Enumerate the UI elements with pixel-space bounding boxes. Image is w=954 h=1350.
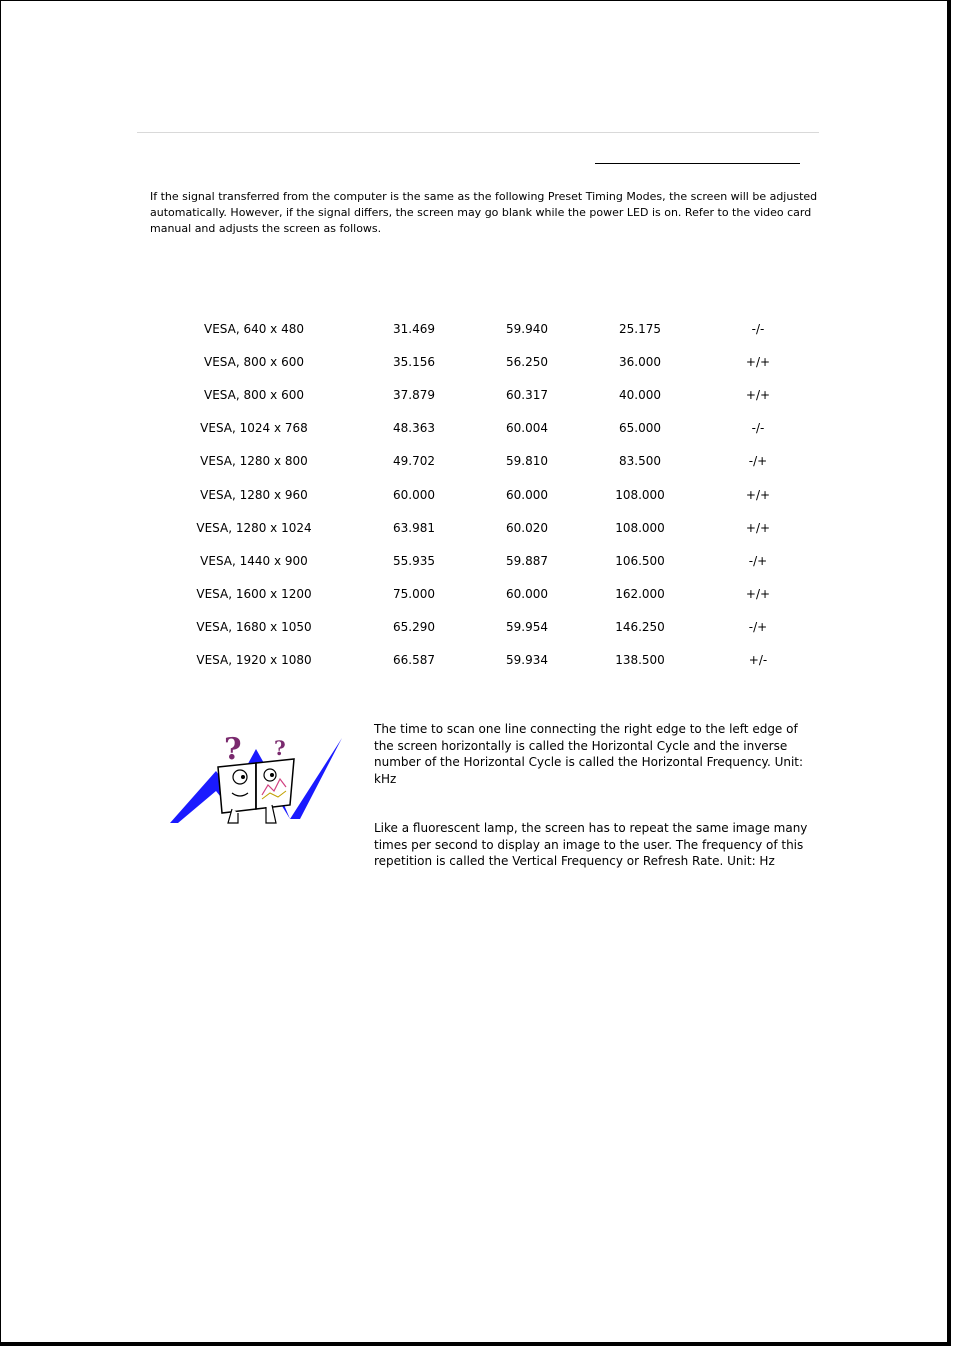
table-row	[0, 413, 954, 446]
intro-paragraph: If the signal transferred from the computer is the same as the following Preset Timing Modes, the screen will be adjusted automatically. However, if the signal differs, the screen may go blank while the power LED is on. Refer to the video card manual and adjusts the screen as follows.	[150, 190, 818, 235]
display-mode-cell: VESA, 1280 x 1024	[196, 520, 312, 535]
sync-polarity-cell: +/+	[745, 520, 771, 535]
table-row	[0, 579, 954, 612]
vertical-frequency-cell: 60.000	[506, 586, 548, 601]
book-figure	[218, 759, 294, 823]
horizontal-frequency-cell: 75.000	[393, 586, 435, 601]
table-row	[0, 446, 954, 479]
pixel-clock-cell: 138.500	[615, 653, 665, 667]
pixel-clock-cell: 146.250	[615, 619, 665, 634]
pixel-clock-cell: 65.000	[619, 421, 661, 436]
table-row	[0, 347, 954, 380]
horizontal-frequency-cell: 48.363	[393, 421, 435, 436]
display-mode-cell: VESA, 640 x 480	[203, 322, 304, 336]
pixel-clock-cell: 36.000	[619, 355, 661, 370]
horizontal-frequency-cell: 35.156	[393, 355, 435, 370]
pixel-clock-cell: 83.500	[619, 454, 661, 469]
header-underline	[595, 163, 800, 164]
vertical-frequency-cell: 59.810	[506, 454, 548, 469]
sync-polarity-cell: +/+	[745, 355, 771, 370]
display-mode-cell: VESA, 1280 x 800	[200, 454, 308, 469]
vertical-frequency-cell: 59.940	[506, 322, 548, 336]
page-shadow-bottom	[0, 1342, 951, 1346]
sync-polarity-cell: +/+	[745, 487, 771, 502]
horizontal-frequency-cell: 31.469	[393, 322, 435, 336]
horizontal-frequency-cell: 63.981	[393, 520, 435, 535]
vertical-frequency-cell: 60.317	[506, 388, 548, 403]
horizontal-frequency-cell: 37.879	[393, 388, 435, 403]
sync-polarity-cell: -/-	[751, 322, 765, 336]
sync-polarity-cell: -/+	[748, 553, 768, 568]
book-question-mascot-icon	[170, 733, 344, 825]
display-mode-cell: VESA, 1600 x 1200	[196, 586, 312, 601]
vertical-frequency-cell: 56.250	[506, 355, 548, 370]
vertical-frequency-cell: 59.887	[506, 553, 548, 568]
vertical-frequency-cell: 60.000	[506, 487, 548, 502]
display-mode-cell: VESA, 1024 x 768	[200, 421, 308, 436]
table-row	[0, 546, 954, 579]
pixel-clock-cell: 40.000	[619, 388, 661, 403]
header-divider	[137, 132, 819, 133]
display-mode-cell: VESA, 800 x 600	[203, 355, 304, 370]
horizontal-frequency-cell: 55.935	[393, 553, 435, 568]
sync-polarity-cell: +/-	[748, 653, 768, 667]
horizontal-frequency-cell: 65.290	[393, 619, 435, 634]
pixel-clock-cell: 25.175	[619, 322, 661, 336]
horizontal-frequency-cell: 49.702	[393, 454, 435, 469]
question-mark-large-icon: ?	[224, 733, 242, 767]
horizontal-frequency-cell: 66.587	[393, 653, 435, 667]
table-row	[0, 314, 954, 347]
vertical-frequency-cell: 60.004	[506, 421, 548, 436]
display-mode-cell: VESA, 1280 x 960	[200, 487, 308, 502]
pixel-clock-cell: 162.000	[615, 586, 665, 601]
pixel-clock-cell: 106.500	[615, 553, 665, 568]
horizontal-frequency-note: The time to scan one line connecting the right edge to the left edge of the screen horizontally is called the Horizontal Cycle and the inverse number of the Horizontal Cycle is called the Horizontal Frequency. Unit: kHz	[374, 722, 804, 786]
display-mode-cell: VESA, 1440 x 900	[200, 553, 308, 568]
pixel-clock-cell: 108.000	[615, 487, 665, 502]
question-mark-small-icon: ?	[274, 736, 286, 760]
pixel-clock-cell: 108.000	[615, 520, 665, 535]
table-row	[0, 480, 954, 513]
sync-polarity-cell: -/+	[748, 619, 768, 634]
vertical-frequency-note: Like a fluorescent lamp, the screen has to repeat the same image many times per second to display an image to the user. The frequency of this repetition is called the Vertical Frequency or Refresh Rate. Unit: Hz	[374, 821, 808, 868]
table-row	[0, 380, 954, 413]
vertical-frequency-cell: 60.020	[506, 520, 548, 535]
vertical-frequency-cell: 59.934	[506, 653, 548, 667]
display-mode-cell: VESA, 1680 x 1050	[196, 619, 312, 634]
sync-polarity-cell: -/-	[751, 421, 765, 436]
sync-polarity-cell: +/+	[745, 586, 771, 601]
table-row	[0, 612, 954, 645]
vertical-frequency-cell: 59.954	[506, 619, 548, 634]
table-row	[0, 645, 954, 678]
display-mode-cell: VESA, 800 x 600	[203, 388, 304, 403]
table-row	[0, 513, 954, 546]
sync-polarity-cell: +/+	[745, 388, 771, 403]
horizontal-frequency-cell: 60.000	[393, 487, 435, 502]
sync-polarity-cell: -/+	[748, 454, 768, 469]
display-mode-cell: VESA, 1920 x 1080	[196, 653, 312, 667]
